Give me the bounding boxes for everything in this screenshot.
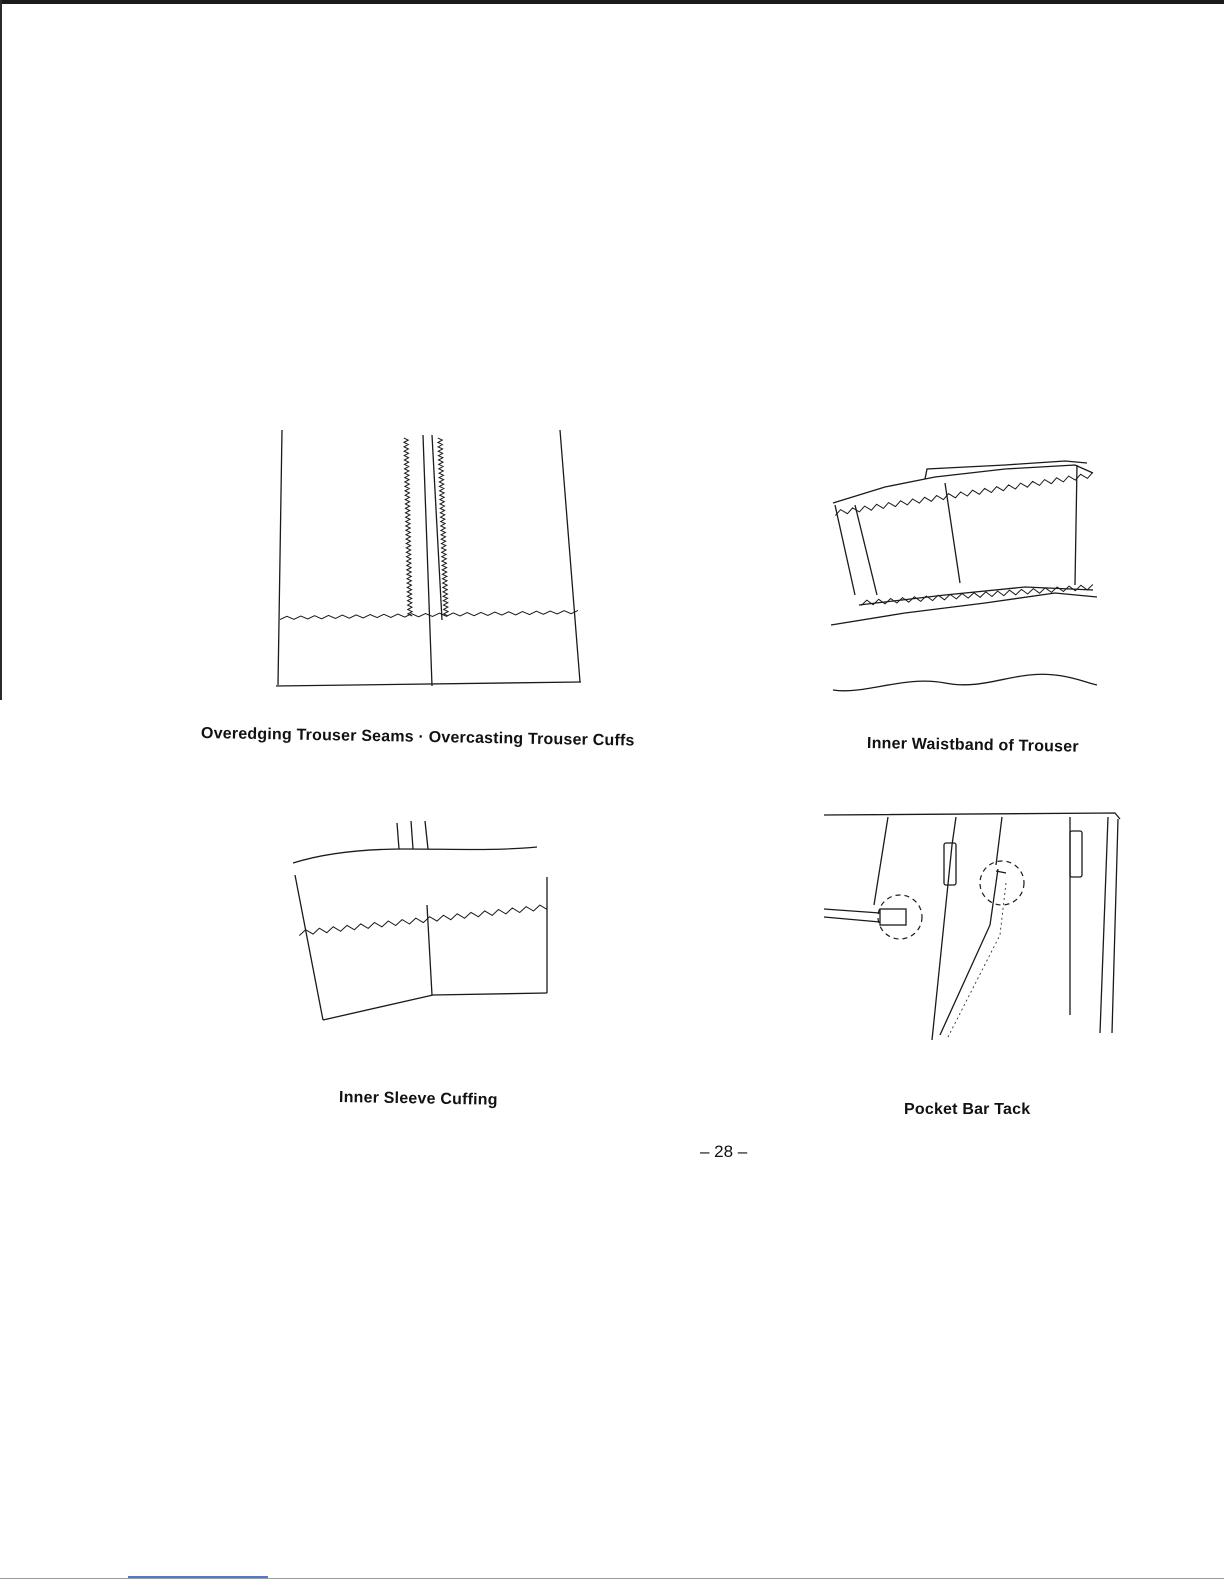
caption-sleeve-cuffing: Inner Sleeve Cuffing (338, 1089, 498, 1109)
scan-mark-bottom (128, 1576, 268, 1578)
bar-tack-figure (820, 805, 1130, 1045)
trouser-waistband-icon (825, 455, 1105, 705)
waistband-figure (825, 455, 1105, 705)
scan-edge-top (0, 0, 1224, 4)
scan-edge-left (0, 0, 2, 700)
overedge-stitch-left (404, 438, 412, 616)
waistband-bottom-stitch (861, 585, 1093, 606)
trouser-seams-icon (260, 420, 600, 700)
sleeve-cuff-stitch (299, 905, 547, 936)
waistband-top-stitch (835, 473, 1092, 516)
sleeve-cuff-figure (285, 815, 565, 1035)
caption-pocket-bar-tack: Pocket Bar Tack (904, 1101, 1031, 1118)
sleeve-cuff-icon (285, 815, 565, 1035)
pocket-bar-tack-icon (820, 805, 1130, 1045)
trouser-seams-figure (260, 420, 600, 700)
caption-waistband: Inner Waistband of Trouser (866, 735, 1079, 756)
scan-edge-bottom (0, 1578, 1224, 1579)
page-number: – 28 – (700, 1142, 748, 1161)
caption-trouser-seams: Overedging Trouser Seams · Overcasting Trouser Cuffs (200, 725, 635, 750)
overedge-stitch-right (438, 438, 448, 616)
